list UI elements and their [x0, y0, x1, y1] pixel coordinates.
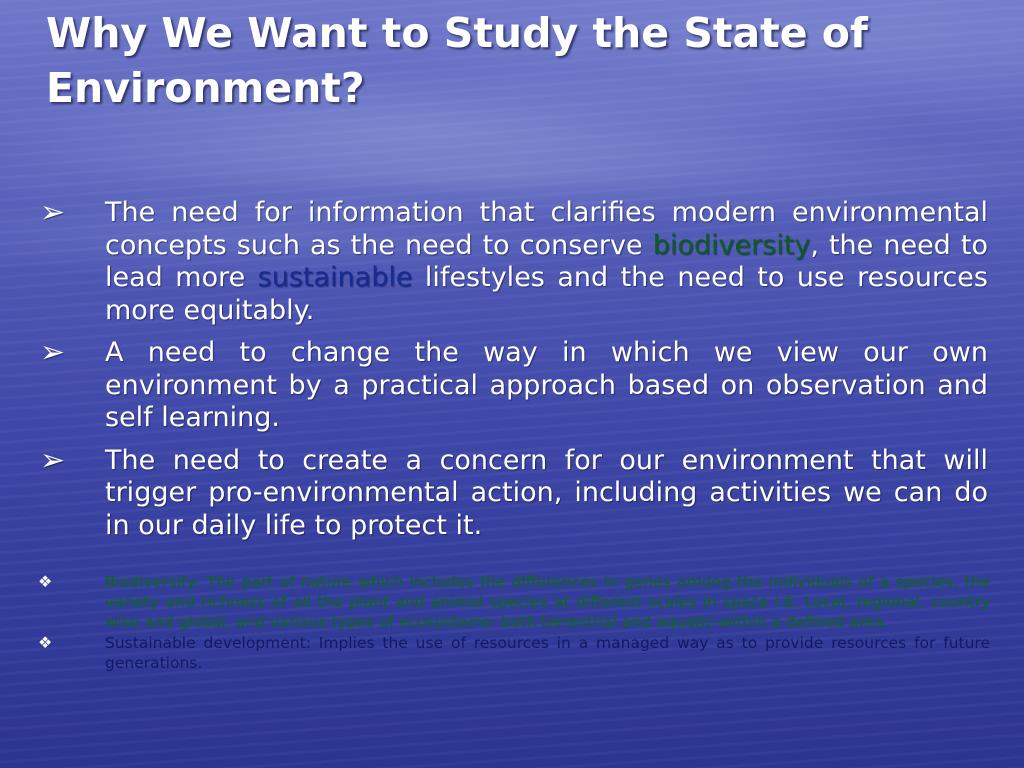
bullet-point-create-concern: [36, 442, 988, 543]
bullet-text: lifestyles and the need to use resources more equitably.: [105, 262, 988, 326]
arrow-bullet-icon: ➢: [40, 335, 66, 370]
bullet-text: The need for information that clarifies modern environmental concepts such as the need to conserve: [105, 197, 988, 261]
note-text: Sustainable development: Implies the use of resources in a managed way as to provide resources for future generations.: [105, 634, 990, 672]
definition-notes-list: [36, 572, 990, 673]
arrow-bullet-icon: ➢: [40, 442, 66, 478]
note-biodiversity-definition: [36, 572, 990, 632]
keyword-biodiversity: biodiversity: [652, 229, 811, 261]
slide-title: Why We Want to Study the State of Environment?: [46, 9, 868, 112]
note-sustainable-development-definition: [36, 633, 990, 673]
diamond-bullet-icon: ❖: [38, 633, 53, 652]
bullet-text: , the need to lead more: [105, 229, 988, 293]
bullet-text: A need to change the way in which we view our own environment by a practical approach based on observation and self learning.: [105, 337, 988, 433]
bullet-text: The need to create a concern for our environment that will trigger pro-environmental action, including activities we can do in our daily life to protect it.: [105, 444, 988, 541]
main-bullet-list: [36, 197, 988, 542]
arrow-bullet-icon: ➢: [40, 195, 66, 230]
diamond-bullet-icon: ❖: [38, 572, 53, 591]
note-text: Biodiversity: The part of nature which includes the differences in genes among the individuals of a species, the variety and richness of all the plant and animal species at different scales in space i.E. Local, regional, country wise and global, and various types of ecosystems- both terrestrial and aquatic-within a defined area.: [105, 573, 990, 631]
keyword-sustainable: sustainable: [257, 262, 413, 293]
bullet-point-information-need: [36, 197, 988, 327]
bullet-point-change-view: [36, 337, 988, 435]
